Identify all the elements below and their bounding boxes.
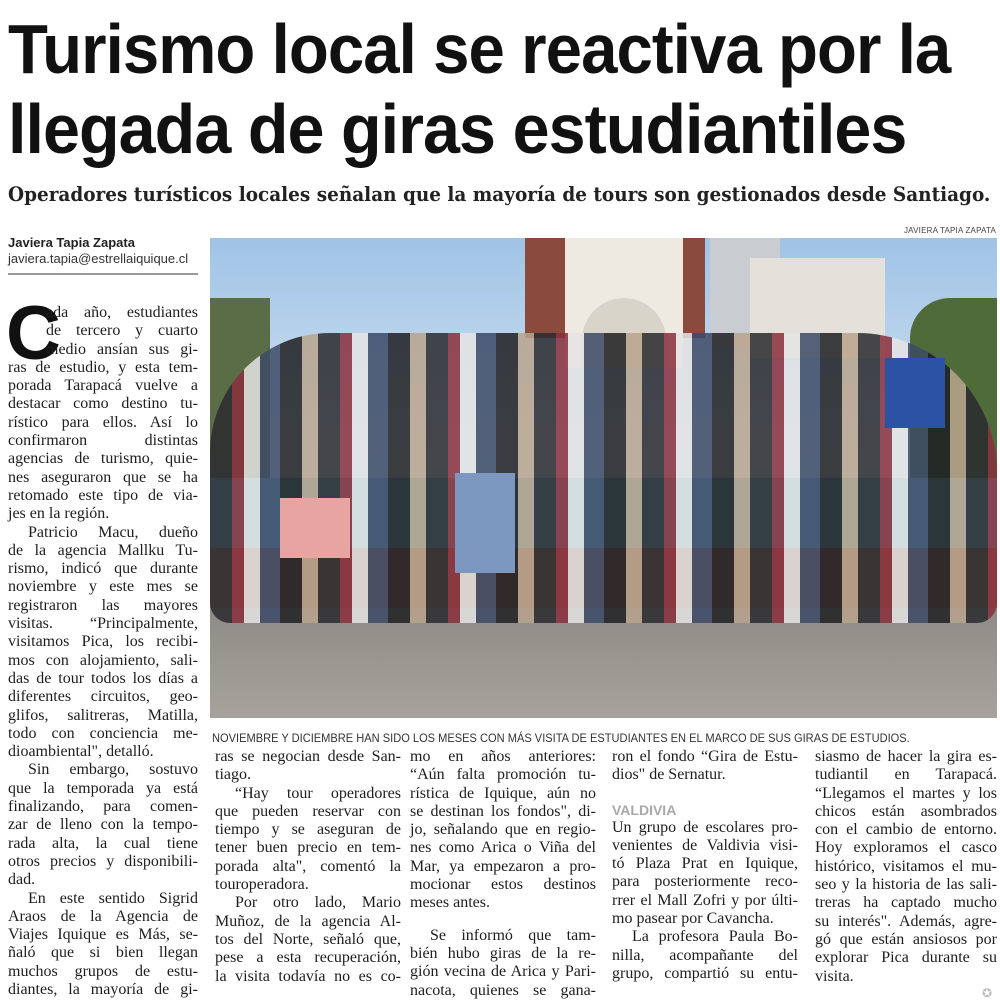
text-line: pese a esta recuperación, [215, 949, 401, 967]
paragraph [8, 524, 198, 762]
text-line: nacota, quienes se gana- [410, 981, 596, 999]
text-line: mocionar estos destinos [410, 876, 596, 894]
text-line: diantes, la mayoría de gi- [8, 980, 198, 998]
text-line: dad. [8, 871, 36, 889]
text-line: de la agencia Mallku Tu- [8, 541, 198, 559]
article-column-4 [612, 748, 798, 983]
text-line: nilla, acompañante del [612, 946, 798, 964]
text-line: rada alta, la cual tiene [8, 834, 198, 852]
photo-caption: NOVIEMBRE Y DICIEMBRE HAN SIDO LOS MESES CON MÁS VISITA DE ESTUDIANTES EN EL MARCO DE SUS GIRAS DE ESTUDIOS. [212, 731, 910, 745]
text-line: zar de lleno con la tempo- [8, 816, 198, 834]
text-line: jes en la región. [8, 505, 110, 523]
text-line: con el cambio de entorno. [815, 821, 997, 839]
paragraph [410, 748, 596, 913]
text-line: registraron las mayores [8, 596, 198, 614]
article-column-2 [215, 748, 401, 986]
text-line: tiago. [215, 766, 251, 784]
text-line: diferentes circuitos, geo- [8, 688, 198, 706]
text-line: nes aseguraron que se ha [8, 468, 198, 486]
text-line: noviembre y este mes se [8, 578, 198, 596]
text-line: chicos están asombrados [815, 802, 997, 820]
author-email[interactable]: javiera.tapia@estrellaiquique.cl [8, 251, 189, 266]
text-line: treras ha captado mucho [815, 894, 997, 912]
text-line: “Hay tour operadores [235, 784, 401, 802]
text-line: histórico, visitamos el mu- [815, 857, 997, 875]
article-photo [210, 238, 997, 718]
building [525, 238, 567, 338]
text-line: nes como Arica o Viña del [410, 839, 596, 857]
text-line: glifos, salitreras, Matilla, [8, 706, 198, 724]
text-line: mo en años anteriores: [410, 748, 596, 765]
headline-line-1: Turismo local se reactiva por la [8, 10, 951, 88]
text-line: rística de Iquique, aún no [410, 784, 596, 802]
text-line: Patricio Macu, dueño [28, 523, 198, 541]
text-line: finalizando, para comen- [8, 798, 198, 816]
text-line: la visita todavía no es co- [215, 967, 401, 985]
text-line: porada alta", comentó la [215, 857, 401, 875]
text-line: Viajes Iquique es Más, se- [8, 926, 198, 944]
text-line: rismo, indicó que durante [8, 560, 198, 578]
student-jersey [885, 358, 945, 428]
text-line: grupo, compartió su entu- [612, 964, 798, 982]
text-line: destacar como destino tu- [8, 395, 198, 413]
text-line: En este sentido Sigrid [28, 889, 198, 907]
paragraph [215, 785, 401, 895]
text-line: La profesora Paula Bo- [632, 928, 798, 946]
byline-divider [8, 273, 198, 275]
text-line: Se informó que tam- [430, 926, 596, 944]
text-line: jo, señalando que en regio- [410, 821, 596, 839]
text-line: visitas. “Principalmente, [8, 615, 198, 633]
text-line: todo con conciencia me- [8, 724, 198, 742]
student-group [210, 333, 997, 623]
text-line: ron el fondo “Gira de Estu- [612, 748, 798, 765]
text-line: rístico para ellos. Así lo [8, 413, 198, 431]
text-line: gión vecina de Arica y Pari- [410, 963, 596, 981]
text-line: Hoy exploramos el casco [815, 839, 997, 857]
student-shorts [280, 498, 350, 558]
paragraph-gap [612, 785, 798, 799]
paragraph [612, 928, 798, 983]
text-line: gó que están ansiosos por [815, 930, 997, 948]
article-column-1 [8, 304, 198, 999]
text-line: das de tour todos los días a [8, 669, 198, 687]
text-line: que la temporada ya está [8, 779, 198, 797]
text-line: “Aún falta promoción tu- [410, 766, 596, 784]
text-line: tos del Norte, señaló que, [215, 930, 401, 948]
paragraph [8, 890, 198, 1000]
paragraph-gap [410, 913, 596, 927]
text-line: mo pasear por Cavancha. [612, 910, 774, 928]
text-line: Por otro lado, Mario [235, 894, 401, 912]
text-line: Muñoz, de la agencia Al- [215, 912, 401, 930]
text-line: visitamos Pica, los recibi- [8, 633, 198, 651]
text-line: para posteriormente reco- [612, 873, 798, 891]
text-line: tudiantil en Tarapacá. [815, 766, 997, 784]
text-line: ñaló que si bien llegan [8, 944, 198, 962]
end-of-article-icon: ✪ [982, 986, 993, 1000]
text-line: venientes de Valdivia visi- [612, 836, 798, 854]
text-line: Sin embargo, sostuvo [28, 761, 198, 779]
text-line: touroperadora. [215, 876, 309, 894]
text-line: “Llegamos el martes y los [815, 784, 997, 802]
text-line: visita. [815, 967, 854, 985]
text-line: tó Plaza Prat en Iquique, [612, 855, 798, 873]
article-column-3 [410, 748, 596, 1000]
text-line: confirmaron distintas [8, 432, 198, 450]
text-line: mos con alojamiento, sali- [8, 651, 198, 669]
text-line: retomado este tipo de via- [8, 486, 198, 504]
plaza-ground [210, 608, 997, 718]
text-line: meses antes. [410, 894, 490, 912]
text-line: Araos de la Agencia de [8, 907, 198, 925]
text-line: muchos grupos de estu- [8, 962, 198, 980]
drop-cap: C [6, 291, 61, 376]
text-line: porada Tarapacá vuelve a [8, 377, 198, 395]
author-name: Javiera Tapia Zapata [8, 235, 135, 250]
paragraph [815, 748, 997, 986]
section-heading: VALDIVIA [612, 801, 677, 818]
headline-line-2: llegada de giras estudiantiles [8, 90, 907, 168]
text-line: rrer el Mall Zofri y por últi- [612, 891, 798, 909]
text-line: ras se negocian desde San- [215, 748, 401, 765]
text-line: dios" de Sernatur. [612, 766, 726, 784]
paragraph [612, 748, 798, 785]
text-line: explorar Pica durante su [815, 949, 997, 967]
text-line: ras de estudio, y esta tem- [8, 358, 198, 376]
text-line: que pueden reservar con [215, 802, 401, 820]
paragraph [215, 894, 401, 985]
paragraph [410, 927, 596, 1000]
text-line: tiempo y se aseguran de [215, 821, 401, 839]
text-line: seo y la historia de las sali- [815, 876, 997, 894]
text-line: su interés". Además, agre- [815, 912, 997, 930]
text-line: se destinan los fondos", di- [410, 802, 596, 820]
paragraph [8, 304, 198, 524]
text-line: Mar, ya empezaron a pro- [410, 857, 596, 875]
text-line: bién hubo giras de la re- [410, 944, 596, 962]
text-line: de tercero y cuarto [46, 322, 198, 340]
article-column-5 [815, 748, 997, 986]
text-line: tener buen precio en tem- [215, 839, 401, 857]
photo-credit: JAVIERA TAPIA ZAPATA [903, 226, 996, 235]
paragraph [8, 761, 198, 889]
paragraph [612, 819, 798, 929]
paragraph [215, 748, 401, 785]
building [683, 238, 705, 338]
subheadline: Operadores turísticos locales señalan que la mayoría de tours son gestionados desde Santiago. [8, 182, 991, 206]
student-jeans [455, 473, 515, 573]
text-line: Un grupo de escolares pro- [612, 818, 798, 836]
text-line: ada año, estudiantes [46, 304, 198, 321]
text-line: siasmo de hacer la gira es- [815, 748, 997, 765]
text-line: agencias de turismo, quie- [8, 450, 198, 468]
text-line: dioambiental", detalló. [8, 743, 154, 761]
text-line: medio ansían sus gi- [46, 340, 198, 358]
text-line: otros precios y disponibili- [8, 852, 198, 870]
